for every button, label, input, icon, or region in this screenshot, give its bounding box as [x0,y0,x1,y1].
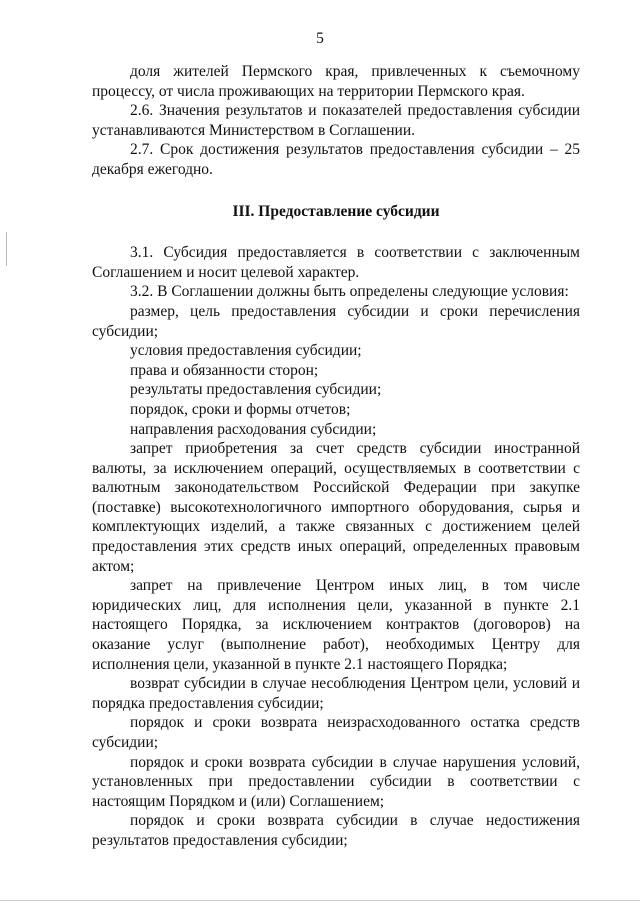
section-heading: III. Предоставление субсидии [232,202,440,220]
paragraph-2-6: 2.6. Значения результатов и показателей предоставления субсидии устанавливаются Министерством в Соглашении. [92,102,580,139]
condition-item: права и обязанности сторон; [130,361,319,379]
scan-margin-mark [6,232,7,266]
condition-item: порядок и сроки возврата неизрасходованного остатка средств субсидии; [92,714,580,751]
condition-item: результаты предоставления субсидии; [130,381,382,399]
paragraph-share-residents: доля жителей Пермского края, привлеченных к съемочному процессу, от числа проживающих на территории Пермского края. [92,63,580,100]
condition-item: размер, цель предоставления субсидии и сроки перечисления субсидии; [92,302,580,340]
document-body [92,62,580,851]
paragraph-2-7: 2.7. Срок достижения результатов предоставления субсидии – 25 декабря ежегодно. [92,141,580,178]
condition-item: запрет на привлечение Центром иных лиц, в том числе юридических лиц, для исполнения цели, указанной в пункте 2.1 настоящего Порядка, за исключением контрактов (договоров) на оказание услуг (выполнение работ), необходимых Центру для исполнения цели, указанной в пункте 2.1 настоящего Порядка; [92,577,580,673]
condition-item: порядок, сроки и формы отчетов; [130,400,351,418]
condition-item: запрет приобретения за счет средств субсидии иностранной валюты, за исключением операций, осуществляемых в соответствии с валютным законодательством Российской Федерации при закупке (поставке) высокотехнологичного импортного оборудования, сырья и комплектующих изделий, а также связанных с достижением целей предоставления этих средств иных операций, определенных правовым актом; [92,440,580,575]
condition-item: направления расходования субсидии; [130,420,377,438]
condition-item: порядок и сроки возврата субсидии в случае нарушения условий, установленных при предоставлении субсидии в соответствии с настоящим Порядком и (или) Соглашением; [92,753,580,810]
paragraph-3-2: 3.2. В Соглашении должны быть определены следующие условия: [130,283,569,301]
scan-bottom-edge [0,900,640,901]
condition-item: условия предоставления субсидии; [130,342,362,360]
condition-item: возврат субсидии в случае несоблюдения Центром цели, условий и порядка предоставления субсидии; [92,675,580,712]
page-number: 5 [316,30,324,47]
paragraph-3-1: 3.1. Субсидия предоставляется в соответствии с заключенным Соглашением и носит целевой характер. [92,244,580,281]
condition-item: порядок и сроки возврата субсидии в случае недостижения результатов предоставления субсидии; [92,812,580,849]
